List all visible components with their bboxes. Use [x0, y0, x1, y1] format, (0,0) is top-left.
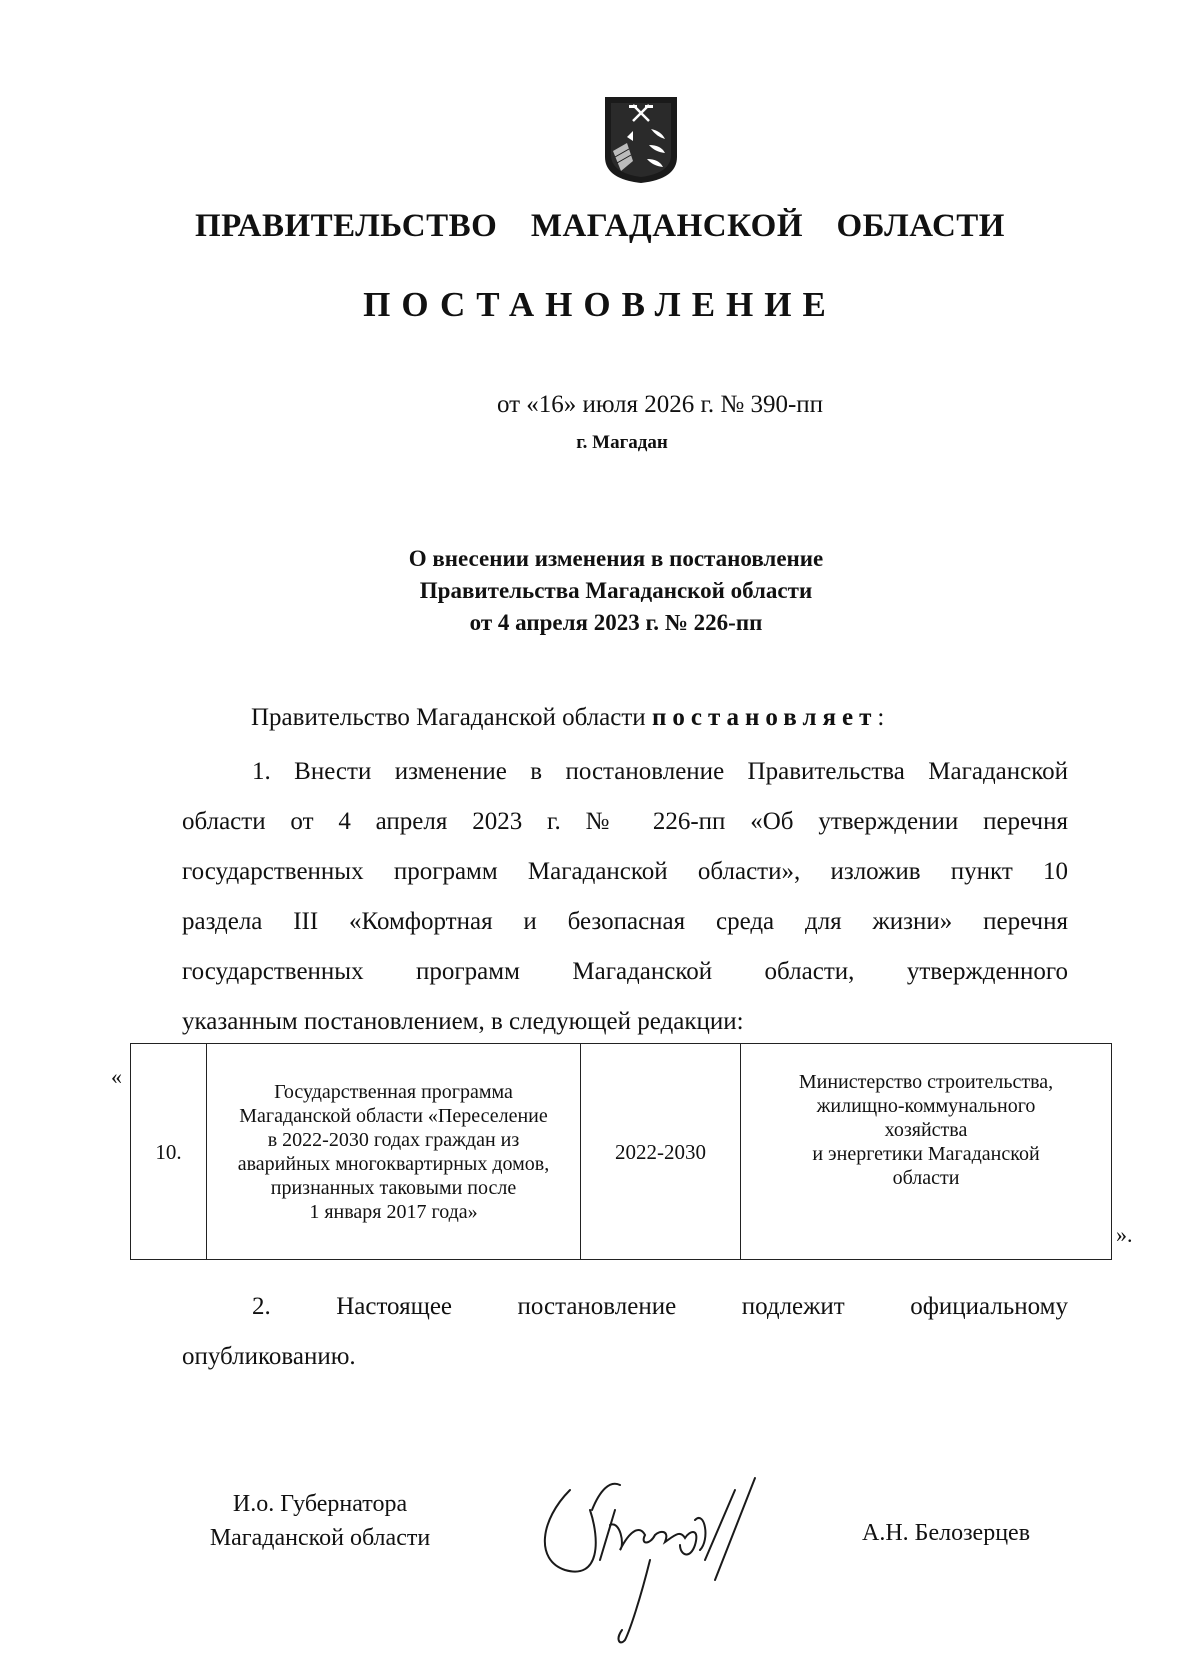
signatory-position: И.о. Губернатора Магаданской области [209, 1491, 431, 1551]
subject-line: О внесении изменения в постановление [408, 546, 824, 571]
cell-period: 2022-2030 [581, 1044, 741, 1260]
paragraph-line: 2. Настоящее постановление подлежит официальному [252, 1293, 1068, 1320]
preamble [251, 704, 884, 732]
cell-program: Государственная программа Магаданской области «Переселение в 2022-2030 годах граждан из аварийных многоквартирных домов, признанных таковыми после 1 января 2017 года» [207, 1044, 581, 1260]
paragraph-line: государственных программ Магаданской области», изложив пункт 10 [182, 858, 1068, 885]
cell-ministry: Министерство строительства, жилищно-коммунального хозяйства и энергетики Магаданской области [741, 1044, 1112, 1260]
signatory-name: А.Н. Белозерцев [862, 1520, 1031, 1546]
table-quote-open: « [111, 1064, 122, 1089]
decree-word: постановляет [651, 704, 878, 731]
document-subject [16, 543, 1200, 639]
organization-title: ПРАВИТЕЛЬСТВО МАГАДАНСКОЙ ОБЛАСТИ [195, 208, 1005, 244]
paragraph-line: 1. Внести изменение в постановление Правительства Магаданской [252, 758, 1068, 785]
paragraph-line: раздела III «Комфортная и безопасная среда для жизни» перечня [182, 908, 1068, 935]
paragraph-line: области от 4 апреля 2023 г. № 226-пп «Об утверждении перечня [182, 808, 1068, 835]
table-quote-close: ». [1116, 1222, 1133, 1247]
paragraph-line: государственных программ Магаданской области, утвержденного [182, 958, 1068, 985]
coat-of-arms-icon [603, 95, 679, 185]
subject-line: от 4 апреля 2023 г. № 226-пп [469, 610, 763, 635]
handwritten-signature [530, 1450, 790, 1650]
cell-number: 10. [131, 1044, 207, 1260]
document-city: г. Магадан [576, 432, 668, 453]
preamble-text: Правительство Магаданской области [251, 704, 652, 731]
subject-line: Правительства Магаданской области [419, 578, 813, 603]
paragraph-line: опубликованию. [182, 1343, 356, 1370]
document-type: ПОСТАНОВЛЕНИЕ [363, 285, 837, 324]
paragraph-line: указанным постановлением, в следующей редакции: [182, 1008, 744, 1035]
paragraph-2 [182, 1282, 1068, 1382]
preamble-colon: : [877, 704, 885, 731]
amendment-table [130, 1043, 1112, 1260]
paragraph-1 [182, 747, 1068, 1047]
table-row [131, 1044, 1112, 1260]
document-date-number: от «16» июля 2026 г. № 390-пп [496, 391, 824, 418]
